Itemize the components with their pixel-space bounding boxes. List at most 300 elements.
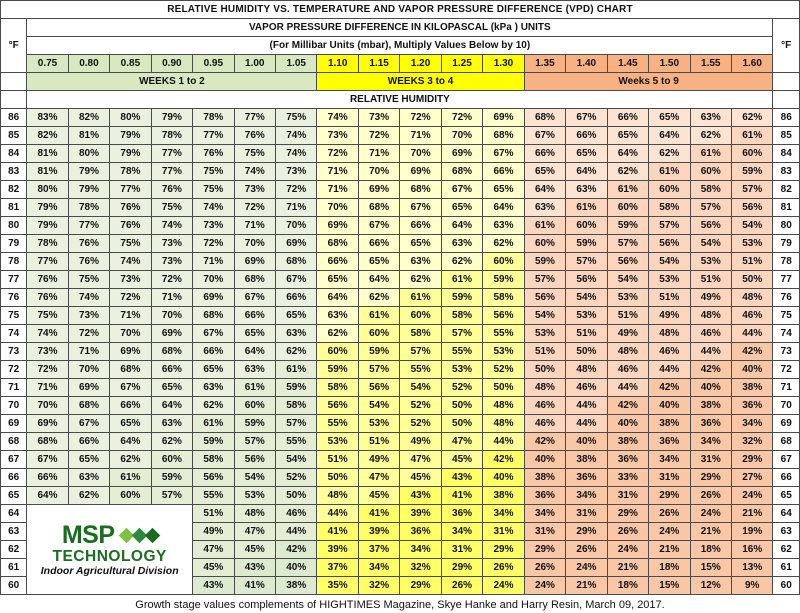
- rh-cell: 62%: [358, 289, 399, 307]
- rh-cell: 72%: [27, 361, 68, 379]
- rh-cell: 74%: [68, 289, 109, 307]
- rh-cell: 71%: [68, 343, 109, 361]
- rh-cell: 49%: [607, 325, 648, 343]
- rh-cell: 74%: [151, 217, 192, 235]
- rh-cell: 78%: [68, 199, 109, 217]
- rh-cell: 74%: [234, 163, 275, 181]
- rh-cell: 65%: [110, 415, 151, 433]
- rh-cell: 64%: [317, 289, 358, 307]
- table-row: [1, 487, 800, 505]
- rh-cell: 68%: [276, 253, 317, 271]
- rh-cell: 72%: [317, 145, 358, 163]
- rh-cell: 29%: [607, 505, 648, 523]
- rh-cell: 61%: [234, 379, 275, 397]
- temperature-label-right: 81: [773, 199, 800, 217]
- rh-cell: 64%: [649, 127, 690, 145]
- rh-cell: 76%: [68, 235, 109, 253]
- rh-cell: 67%: [110, 379, 151, 397]
- temperature-label: 74: [1, 325, 27, 343]
- rh-cell: 73%: [234, 181, 275, 199]
- table-row: [1, 289, 800, 307]
- rh-cell: 77%: [151, 145, 192, 163]
- rh-cell: 72%: [68, 325, 109, 343]
- rh-cell: 60%: [566, 217, 607, 235]
- rh-band-label: RELATIVE HUMIDITY: [27, 91, 773, 109]
- rh-cell: 48%: [317, 487, 358, 505]
- rh-cell: 42%: [483, 451, 524, 469]
- rh-cell: 64%: [358, 271, 399, 289]
- rh-cell: 45%: [400, 469, 441, 487]
- rh-cell: 21%: [731, 505, 772, 523]
- rh-cell: 64%: [566, 163, 607, 181]
- rh-cell: 67%: [524, 127, 565, 145]
- rh-cell: 68%: [317, 235, 358, 253]
- rh-cell: 66%: [358, 235, 399, 253]
- temperature-label: 71: [1, 379, 27, 397]
- rh-cell: 41%: [441, 487, 482, 505]
- rh-cell: 62%: [400, 271, 441, 289]
- rh-cell: 68%: [27, 433, 68, 451]
- rh-cell: 78%: [193, 109, 234, 127]
- rh-cell: 64%: [151, 397, 192, 415]
- rh-cell: 68%: [441, 163, 482, 181]
- rh-cell: 72%: [441, 109, 482, 127]
- rh-cell: 64%: [483, 199, 524, 217]
- rh-cell: 81%: [68, 127, 109, 145]
- rh-cell: 53%: [690, 253, 731, 271]
- rh-cell: 80%: [68, 145, 109, 163]
- rh-cell: 63%: [234, 361, 275, 379]
- rh-cell: 62%: [151, 433, 192, 451]
- rh-cell: 61%: [400, 289, 441, 307]
- rh-cell: 63%: [68, 469, 109, 487]
- rh-cell: 34%: [483, 505, 524, 523]
- rh-cell: 36%: [649, 433, 690, 451]
- rh-cell: 56%: [483, 307, 524, 325]
- rh-cell: 62%: [110, 451, 151, 469]
- rh-cell: 64%: [441, 217, 482, 235]
- rh-cell: 34%: [566, 487, 607, 505]
- rh-cell: 19%: [731, 523, 772, 541]
- rh-cell: 24%: [524, 577, 565, 595]
- rh-cell: 45%: [234, 541, 275, 559]
- temperature-label: 65: [1, 487, 27, 505]
- rh-cell: 60%: [234, 397, 275, 415]
- rh-cell: 75%: [68, 271, 109, 289]
- rh-cell: 56%: [234, 451, 275, 469]
- rh-cell: 59%: [317, 361, 358, 379]
- rh-cell: 72%: [400, 109, 441, 127]
- rh-cell: 42%: [524, 433, 565, 451]
- rh-cell: 29%: [524, 541, 565, 559]
- rh-cell: 48%: [483, 397, 524, 415]
- rh-cell: 75%: [193, 181, 234, 199]
- rh-cell: 44%: [649, 361, 690, 379]
- temperature-label-right: 82: [773, 181, 800, 199]
- temperature-label: 72: [1, 361, 27, 379]
- rh-cell: 75%: [151, 199, 192, 217]
- rh-cell: 47%: [400, 451, 441, 469]
- rh-cell: 52%: [276, 469, 317, 487]
- rh-cell: 67%: [358, 217, 399, 235]
- rh-cell: 66%: [607, 109, 648, 127]
- rh-cell: 53%: [234, 487, 275, 505]
- rh-cell: 44%: [317, 505, 358, 523]
- rh-cell: 80%: [27, 181, 68, 199]
- rh-cell: 69%: [317, 217, 358, 235]
- rh-cell: 18%: [649, 559, 690, 577]
- rh-cell: 68%: [483, 127, 524, 145]
- company-logo: [27, 505, 193, 595]
- rh-cell: 69%: [358, 181, 399, 199]
- temperature-label: 70: [1, 397, 27, 415]
- rh-cell: 44%: [690, 343, 731, 361]
- rh-cell: 72%: [151, 271, 192, 289]
- rh-cell: 66%: [524, 145, 565, 163]
- rh-cell: 24%: [731, 487, 772, 505]
- rh-cell: 70%: [68, 361, 109, 379]
- rh-cell: 15%: [690, 559, 731, 577]
- rh-cell: 61%: [607, 181, 648, 199]
- rh-cell: 57%: [566, 253, 607, 271]
- rh-cell: 79%: [27, 199, 68, 217]
- rh-cell: 37%: [317, 559, 358, 577]
- temperature-label: 62: [1, 541, 27, 559]
- rh-cell: 69%: [441, 145, 482, 163]
- table-row: [1, 109, 800, 127]
- rh-cell: 13%: [731, 559, 772, 577]
- rh-cell: 60%: [317, 343, 358, 361]
- rh-cell: 45%: [193, 559, 234, 577]
- rh-cell: 41%: [234, 577, 275, 595]
- rh-cell: 69%: [234, 253, 275, 271]
- rh-cell: 63%: [483, 217, 524, 235]
- rh-cell: 58%: [483, 289, 524, 307]
- rh-cell: 57%: [649, 217, 690, 235]
- rh-cell: 65%: [524, 163, 565, 181]
- rh-cell: 66%: [483, 163, 524, 181]
- rh-cell: 61%: [110, 469, 151, 487]
- rh-cell: 40%: [649, 397, 690, 415]
- rh-cell: 59%: [193, 433, 234, 451]
- rh-cell: 56%: [358, 379, 399, 397]
- rh-cell: 73%: [151, 253, 192, 271]
- rh-cell: 77%: [193, 127, 234, 145]
- rh-cell: 55%: [193, 487, 234, 505]
- rh-cell: 60%: [400, 307, 441, 325]
- rh-cell: 54%: [690, 235, 731, 253]
- temperature-label: 69: [1, 415, 27, 433]
- rh-cell: 40%: [731, 361, 772, 379]
- rh-cell: 18%: [690, 541, 731, 559]
- rh-cell: 59%: [731, 163, 772, 181]
- rh-cell: 57%: [276, 415, 317, 433]
- rh-cell: 61%: [193, 415, 234, 433]
- rh-cell: 24%: [607, 541, 648, 559]
- rh-cell: 40%: [690, 379, 731, 397]
- rh-cell: 75%: [110, 235, 151, 253]
- rh-cell: 68%: [68, 397, 109, 415]
- vpd-subtitle-row: [1, 37, 800, 55]
- table-row: [1, 307, 800, 325]
- vpd-header-row: [1, 19, 800, 37]
- rh-cell: 68%: [151, 343, 192, 361]
- rh-cell: 50%: [276, 487, 317, 505]
- rh-cell: 67%: [276, 271, 317, 289]
- rh-cell: 51%: [566, 325, 607, 343]
- temperature-label: 63: [1, 523, 27, 541]
- rh-cell: 34%: [441, 523, 482, 541]
- rh-cell: 53%: [358, 415, 399, 433]
- rh-cell: 61%: [566, 199, 607, 217]
- rh-cell: 24%: [649, 523, 690, 541]
- rh-cell: 29%: [690, 469, 731, 487]
- rh-cell: 66%: [317, 253, 358, 271]
- rh-cell: 65%: [400, 235, 441, 253]
- logo-msp-text: MSP: [61, 521, 115, 549]
- rh-cell: 74%: [276, 127, 317, 145]
- rh-cell: 55%: [441, 343, 482, 361]
- chart-title-row: [1, 1, 800, 19]
- rh-cell: 75%: [234, 145, 275, 163]
- rh-cell: 9%: [731, 577, 772, 595]
- rh-cell: 40%: [607, 415, 648, 433]
- rh-cell: 53%: [566, 307, 607, 325]
- table-row: [1, 343, 800, 361]
- rh-cell: 42%: [607, 397, 648, 415]
- rh-cell: 68%: [234, 271, 275, 289]
- growth-stage-label: Weeks 5 to 9: [524, 73, 773, 91]
- rh-cell: 21%: [566, 577, 607, 595]
- rh-cell: 64%: [27, 487, 68, 505]
- rh-cell: 38%: [607, 433, 648, 451]
- rh-cell: 66%: [400, 217, 441, 235]
- rh-cell: 60%: [649, 181, 690, 199]
- rh-cell: 65%: [607, 127, 648, 145]
- rh-cell: 65%: [358, 253, 399, 271]
- rh-cell: 29%: [731, 451, 772, 469]
- temperature-label-right: 71: [773, 379, 800, 397]
- relative-humidity-band-row: [1, 91, 800, 109]
- rh-cell: 53%: [441, 361, 482, 379]
- rh-cell: 24%: [690, 505, 731, 523]
- rh-cell: 51%: [358, 433, 399, 451]
- rh-cell: 60%: [731, 145, 772, 163]
- rh-cell: 59%: [607, 217, 648, 235]
- rh-cell: 46%: [607, 361, 648, 379]
- rh-cell: 70%: [400, 145, 441, 163]
- rh-cell: 76%: [193, 145, 234, 163]
- rh-cell: 42%: [276, 541, 317, 559]
- table-row: [1, 397, 800, 415]
- vpd-column-header: 0.85: [110, 55, 151, 73]
- rh-cell: 12%: [690, 577, 731, 595]
- rh-cell: 49%: [649, 307, 690, 325]
- page-title: RELATIVE HUMIDITY VS. TEMPERATURE AND VAPOR PRESSURE DIFFERENCE (VPD) CHART: [1, 1, 800, 19]
- vpd-column-header: 1.00: [234, 55, 275, 73]
- rh-cell: 77%: [151, 163, 192, 181]
- vpd-value-header-row: [1, 55, 800, 73]
- rh-cell: 62%: [690, 127, 731, 145]
- rh-cell: 70%: [317, 199, 358, 217]
- rh-cell: 76%: [110, 217, 151, 235]
- temp-corner-left: °F: [1, 19, 27, 73]
- rh-cell: 55%: [400, 361, 441, 379]
- rh-cell: 54%: [524, 307, 565, 325]
- rh-cell: 54%: [607, 271, 648, 289]
- rh-cell: 73%: [317, 127, 358, 145]
- rh-cell: 62%: [68, 487, 109, 505]
- rh-cell: 40%: [483, 469, 524, 487]
- rh-cell: 74%: [276, 145, 317, 163]
- rh-cell: 63%: [441, 235, 482, 253]
- table-row: [1, 127, 800, 145]
- rh-cell: 63%: [690, 109, 731, 127]
- rh-cell: 42%: [731, 343, 772, 361]
- rh-cell: 34%: [731, 415, 772, 433]
- rh-cell: 59%: [441, 289, 482, 307]
- table-row: [1, 451, 800, 469]
- table-row: [1, 235, 800, 253]
- rh-cell: 34%: [358, 559, 399, 577]
- rh-cell: 61%: [731, 127, 772, 145]
- temperature-label-right: 84: [773, 145, 800, 163]
- rh-cell: 65%: [317, 271, 358, 289]
- rh-cell: 65%: [276, 307, 317, 325]
- rh-cell: 82%: [27, 127, 68, 145]
- rh-cell: 58%: [317, 379, 358, 397]
- temperature-label-right: 79: [773, 235, 800, 253]
- rh-cell: 65%: [483, 181, 524, 199]
- rh-cell: 56%: [317, 397, 358, 415]
- rh-cell: 60%: [607, 199, 648, 217]
- rh-cell: 44%: [607, 379, 648, 397]
- rh-cell: 57%: [358, 361, 399, 379]
- temperature-label: 67: [1, 451, 27, 469]
- rh-cell: 58%: [193, 451, 234, 469]
- rh-cell: 39%: [317, 541, 358, 559]
- temperature-label: 80: [1, 217, 27, 235]
- rh-cell: 45%: [441, 451, 482, 469]
- rh-cell: 79%: [151, 109, 192, 127]
- rh-band-right-spacer: [773, 91, 800, 109]
- temperature-label-right: 64: [773, 505, 800, 523]
- rh-cell: 66%: [566, 127, 607, 145]
- table-row: [1, 271, 800, 289]
- rh-cell: 56%: [524, 289, 565, 307]
- rh-cell: 51%: [193, 505, 234, 523]
- rh-cell: 56%: [566, 271, 607, 289]
- rh-cell: 24%: [483, 577, 524, 595]
- rh-cell: 65%: [649, 109, 690, 127]
- rh-cell: 67%: [566, 109, 607, 127]
- rh-cell: 64%: [524, 181, 565, 199]
- temperature-label-right: 70: [773, 397, 800, 415]
- rh-cell: 68%: [358, 199, 399, 217]
- rh-cell: 76%: [110, 199, 151, 217]
- rh-cell: 42%: [649, 379, 690, 397]
- rh-cell: 58%: [690, 181, 731, 199]
- rh-cell: 79%: [68, 181, 109, 199]
- rh-cell: 54%: [276, 451, 317, 469]
- temperature-label-right: 76: [773, 289, 800, 307]
- rh-cell: 62%: [607, 163, 648, 181]
- rh-cell: 57%: [234, 433, 275, 451]
- rh-cell: 26%: [607, 523, 648, 541]
- temperature-label: 83: [1, 163, 27, 181]
- temperature-label: 64: [1, 505, 27, 523]
- rh-cell: 31%: [524, 523, 565, 541]
- rh-cell: 51%: [649, 289, 690, 307]
- rh-cell: 66%: [68, 433, 109, 451]
- rh-cell: 42%: [690, 361, 731, 379]
- rh-cell: 51%: [524, 343, 565, 361]
- rh-cell: 31%: [690, 451, 731, 469]
- rh-cell: 44%: [483, 433, 524, 451]
- vpd-column-header: 1.55: [690, 55, 731, 73]
- rh-cell: 26%: [483, 559, 524, 577]
- table-row: [1, 217, 800, 235]
- rh-cell: 67%: [441, 181, 482, 199]
- rh-cell: 81%: [27, 145, 68, 163]
- rh-cell: 65%: [441, 199, 482, 217]
- rh-cell: 83%: [27, 109, 68, 127]
- table-row: [1, 379, 800, 397]
- rh-cell: 49%: [400, 433, 441, 451]
- rh-cell: 46%: [566, 379, 607, 397]
- rh-cell: 34%: [524, 505, 565, 523]
- table-row: [1, 415, 800, 433]
- temperature-label: 61: [1, 559, 27, 577]
- rh-cell: 46%: [649, 343, 690, 361]
- rh-cell: 26%: [690, 487, 731, 505]
- rh-cell: 74%: [110, 253, 151, 271]
- rh-cell: 55%: [317, 415, 358, 433]
- rh-cell: 64%: [607, 145, 648, 163]
- rh-cell: 50%: [441, 397, 482, 415]
- rh-cell: 56%: [607, 253, 648, 271]
- rh-cell: 76%: [234, 127, 275, 145]
- rh-cell: 79%: [110, 145, 151, 163]
- rh-cell: 59%: [276, 379, 317, 397]
- rh-cell: 48%: [690, 307, 731, 325]
- rh-cell: 49%: [193, 523, 234, 541]
- rh-cell: 24%: [566, 559, 607, 577]
- temperature-label: 82: [1, 181, 27, 199]
- rh-cell: 34%: [400, 541, 441, 559]
- rh-cell: 38%: [731, 379, 772, 397]
- rh-cell: 58%: [400, 325, 441, 343]
- rh-cell: 53%: [731, 235, 772, 253]
- vpd-axis-title: VAPOR PRESSURE DIFFERENCE IN KILOPASCAL (kPa ) UNITS: [27, 19, 773, 37]
- rh-cell: 70%: [276, 217, 317, 235]
- vpd-column-header: 0.75: [27, 55, 68, 73]
- rh-cell: 26%: [524, 559, 565, 577]
- vpd-column-header: 1.25: [441, 55, 482, 73]
- rh-cell: 79%: [27, 217, 68, 235]
- rh-band-left-spacer: [1, 91, 27, 109]
- rh-cell: 36%: [441, 505, 482, 523]
- rh-cell: 59%: [234, 415, 275, 433]
- rh-cell: 51%: [607, 307, 648, 325]
- vpd-column-header: 1.10: [317, 55, 358, 73]
- rh-cell: 70%: [27, 397, 68, 415]
- rh-cell: 79%: [110, 127, 151, 145]
- temperature-label-right: 66: [773, 469, 800, 487]
- rh-cell: 44%: [566, 415, 607, 433]
- rh-cell: 73%: [68, 307, 109, 325]
- rh-cell: 62%: [483, 235, 524, 253]
